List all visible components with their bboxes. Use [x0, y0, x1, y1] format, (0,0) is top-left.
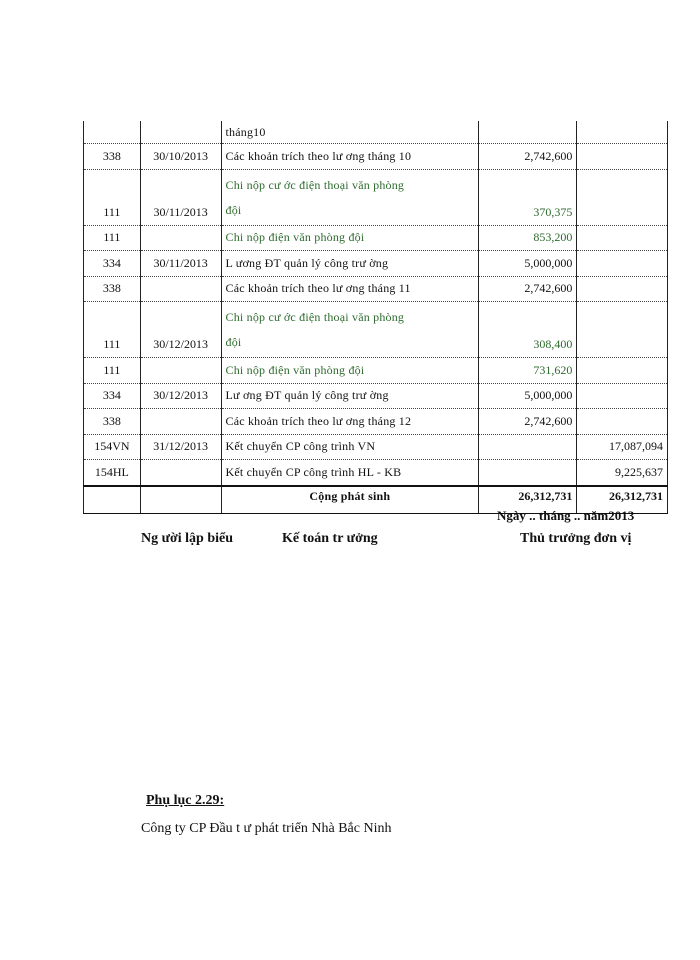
description-line: Kết chuyển CP công trình HL - KB	[225, 464, 402, 479]
account-cell: 334	[84, 383, 141, 409]
ledger-table	[83, 121, 668, 514]
table-row	[84, 460, 668, 486]
description-cell	[221, 225, 479, 251]
table-row	[84, 276, 668, 302]
credit-cell: 9,225,637	[577, 460, 668, 486]
date-cell	[140, 276, 221, 302]
description-line: Các khoản trích theo lư ơng tháng 12	[225, 413, 412, 428]
credit-cell: 17,087,094	[577, 434, 668, 460]
description-line: Các khoản trích theo lư ơng tháng 11	[225, 281, 411, 296]
debit-cell	[479, 460, 577, 486]
description-cell	[221, 409, 479, 435]
account-cell: 338	[84, 276, 141, 302]
account-cell	[84, 121, 141, 144]
credit-cell	[577, 409, 668, 435]
account-cell: 334	[84, 251, 141, 277]
date-cell: 30/11/2013	[140, 251, 221, 277]
description-line: L ương ĐT quản lý công trư ờng	[225, 255, 389, 270]
table-row	[84, 409, 668, 435]
ledger-body	[84, 121, 668, 486]
debit-cell: 5,000,000	[479, 251, 577, 277]
table-row	[84, 251, 668, 277]
account-cell: 338	[84, 144, 141, 170]
description-cell	[221, 169, 479, 225]
description-line: tháng10	[225, 124, 266, 139]
debit-cell: 2,742,600	[479, 276, 577, 302]
date-line: Ngày .. tháng .. năm2013	[497, 508, 635, 523]
total-acct-cell	[84, 486, 141, 514]
description-line: Chi nộp điện văn phòng đội	[225, 230, 365, 245]
description-cell	[221, 251, 479, 277]
debit-cell: 2,742,600	[479, 409, 577, 435]
description-line: Chi nộp cư ớc điện thoại văn phòng	[225, 177, 405, 192]
table-row	[84, 383, 668, 409]
appendix-title: Phụ lục 2.29:	[146, 793, 225, 808]
description-cell	[221, 144, 479, 170]
total-label: Cộng phát sinh	[221, 486, 479, 514]
signature-head: Thủ trưởng đơn vị	[520, 531, 632, 546]
date-cell: 30/12/2013	[140, 383, 221, 409]
credit-cell	[577, 251, 668, 277]
table-row	[84, 434, 668, 460]
date-cell: 30/10/2013	[140, 144, 221, 170]
description-cell	[221, 276, 479, 302]
description-cell	[221, 121, 479, 144]
description-cell	[221, 358, 479, 384]
table-row	[84, 358, 668, 384]
company-name: Công ty CP Đầu t ư phát triển Nhà Bắc Ninh	[141, 821, 392, 836]
table-row	[84, 144, 668, 170]
account-cell: 111	[84, 358, 141, 384]
debit-cell: 308,400	[479, 302, 577, 358]
credit-cell	[577, 358, 668, 384]
date-cell	[140, 460, 221, 486]
account-cell: 154VN	[84, 434, 141, 460]
date-cell: 30/11/2013	[140, 169, 221, 225]
description-cell	[221, 302, 479, 358]
debit-cell: 2,742,600	[479, 144, 577, 170]
table-row	[84, 121, 668, 144]
account-cell: 338	[84, 409, 141, 435]
debit-cell	[479, 434, 577, 460]
description-line: đội	[225, 202, 242, 217]
description-line: Các khoản trích theo lư ơng tháng 10	[225, 148, 412, 163]
date-cell	[140, 409, 221, 435]
description-line: đội	[225, 335, 242, 349]
debit-cell: 731,620	[479, 358, 577, 384]
table-row	[84, 169, 668, 225]
table-row	[84, 302, 668, 358]
signature-preparer: Ng ười lập biểu	[141, 531, 234, 546]
description-cell	[221, 434, 479, 460]
account-cell: 154HL	[84, 460, 141, 486]
credit-cell	[577, 144, 668, 170]
description-line: Chi nộp cư ớc điện thoại văn phòng	[225, 310, 405, 324]
account-cell: 111	[84, 225, 141, 251]
table-row	[84, 225, 668, 251]
total-debit: 26,312,731	[479, 486, 577, 514]
account-cell: 111	[84, 302, 141, 358]
total-date-cell	[140, 486, 221, 514]
date-cell	[140, 121, 221, 144]
description-line: Chi nộp điện văn phòng đội	[225, 362, 365, 377]
credit-cell	[577, 169, 668, 225]
date-cell: 30/12/2013	[140, 302, 221, 358]
date-cell: 31/12/2013	[140, 434, 221, 460]
date-cell	[140, 225, 221, 251]
credit-cell	[577, 276, 668, 302]
credit-cell	[577, 383, 668, 409]
description-line: Kết chuyển CP công trình VN	[225, 439, 376, 454]
description-line: Lư ơng ĐT quản lý công trư ờng	[225, 388, 389, 403]
debit-cell	[479, 121, 577, 144]
description-cell	[221, 383, 479, 409]
description-cell	[221, 460, 479, 486]
credit-cell	[577, 225, 668, 251]
date-cell	[140, 358, 221, 384]
total-credit: 26,312,731	[577, 486, 668, 514]
account-cell: 111	[84, 169, 141, 225]
debit-cell: 853,200	[479, 225, 577, 251]
debit-cell: 5,000,000	[479, 383, 577, 409]
debit-cell: 370,375	[479, 169, 577, 225]
signature-chief-accountant: Kế toán tr ưởng	[282, 531, 378, 546]
credit-cell	[577, 121, 668, 144]
credit-cell	[577, 302, 668, 358]
